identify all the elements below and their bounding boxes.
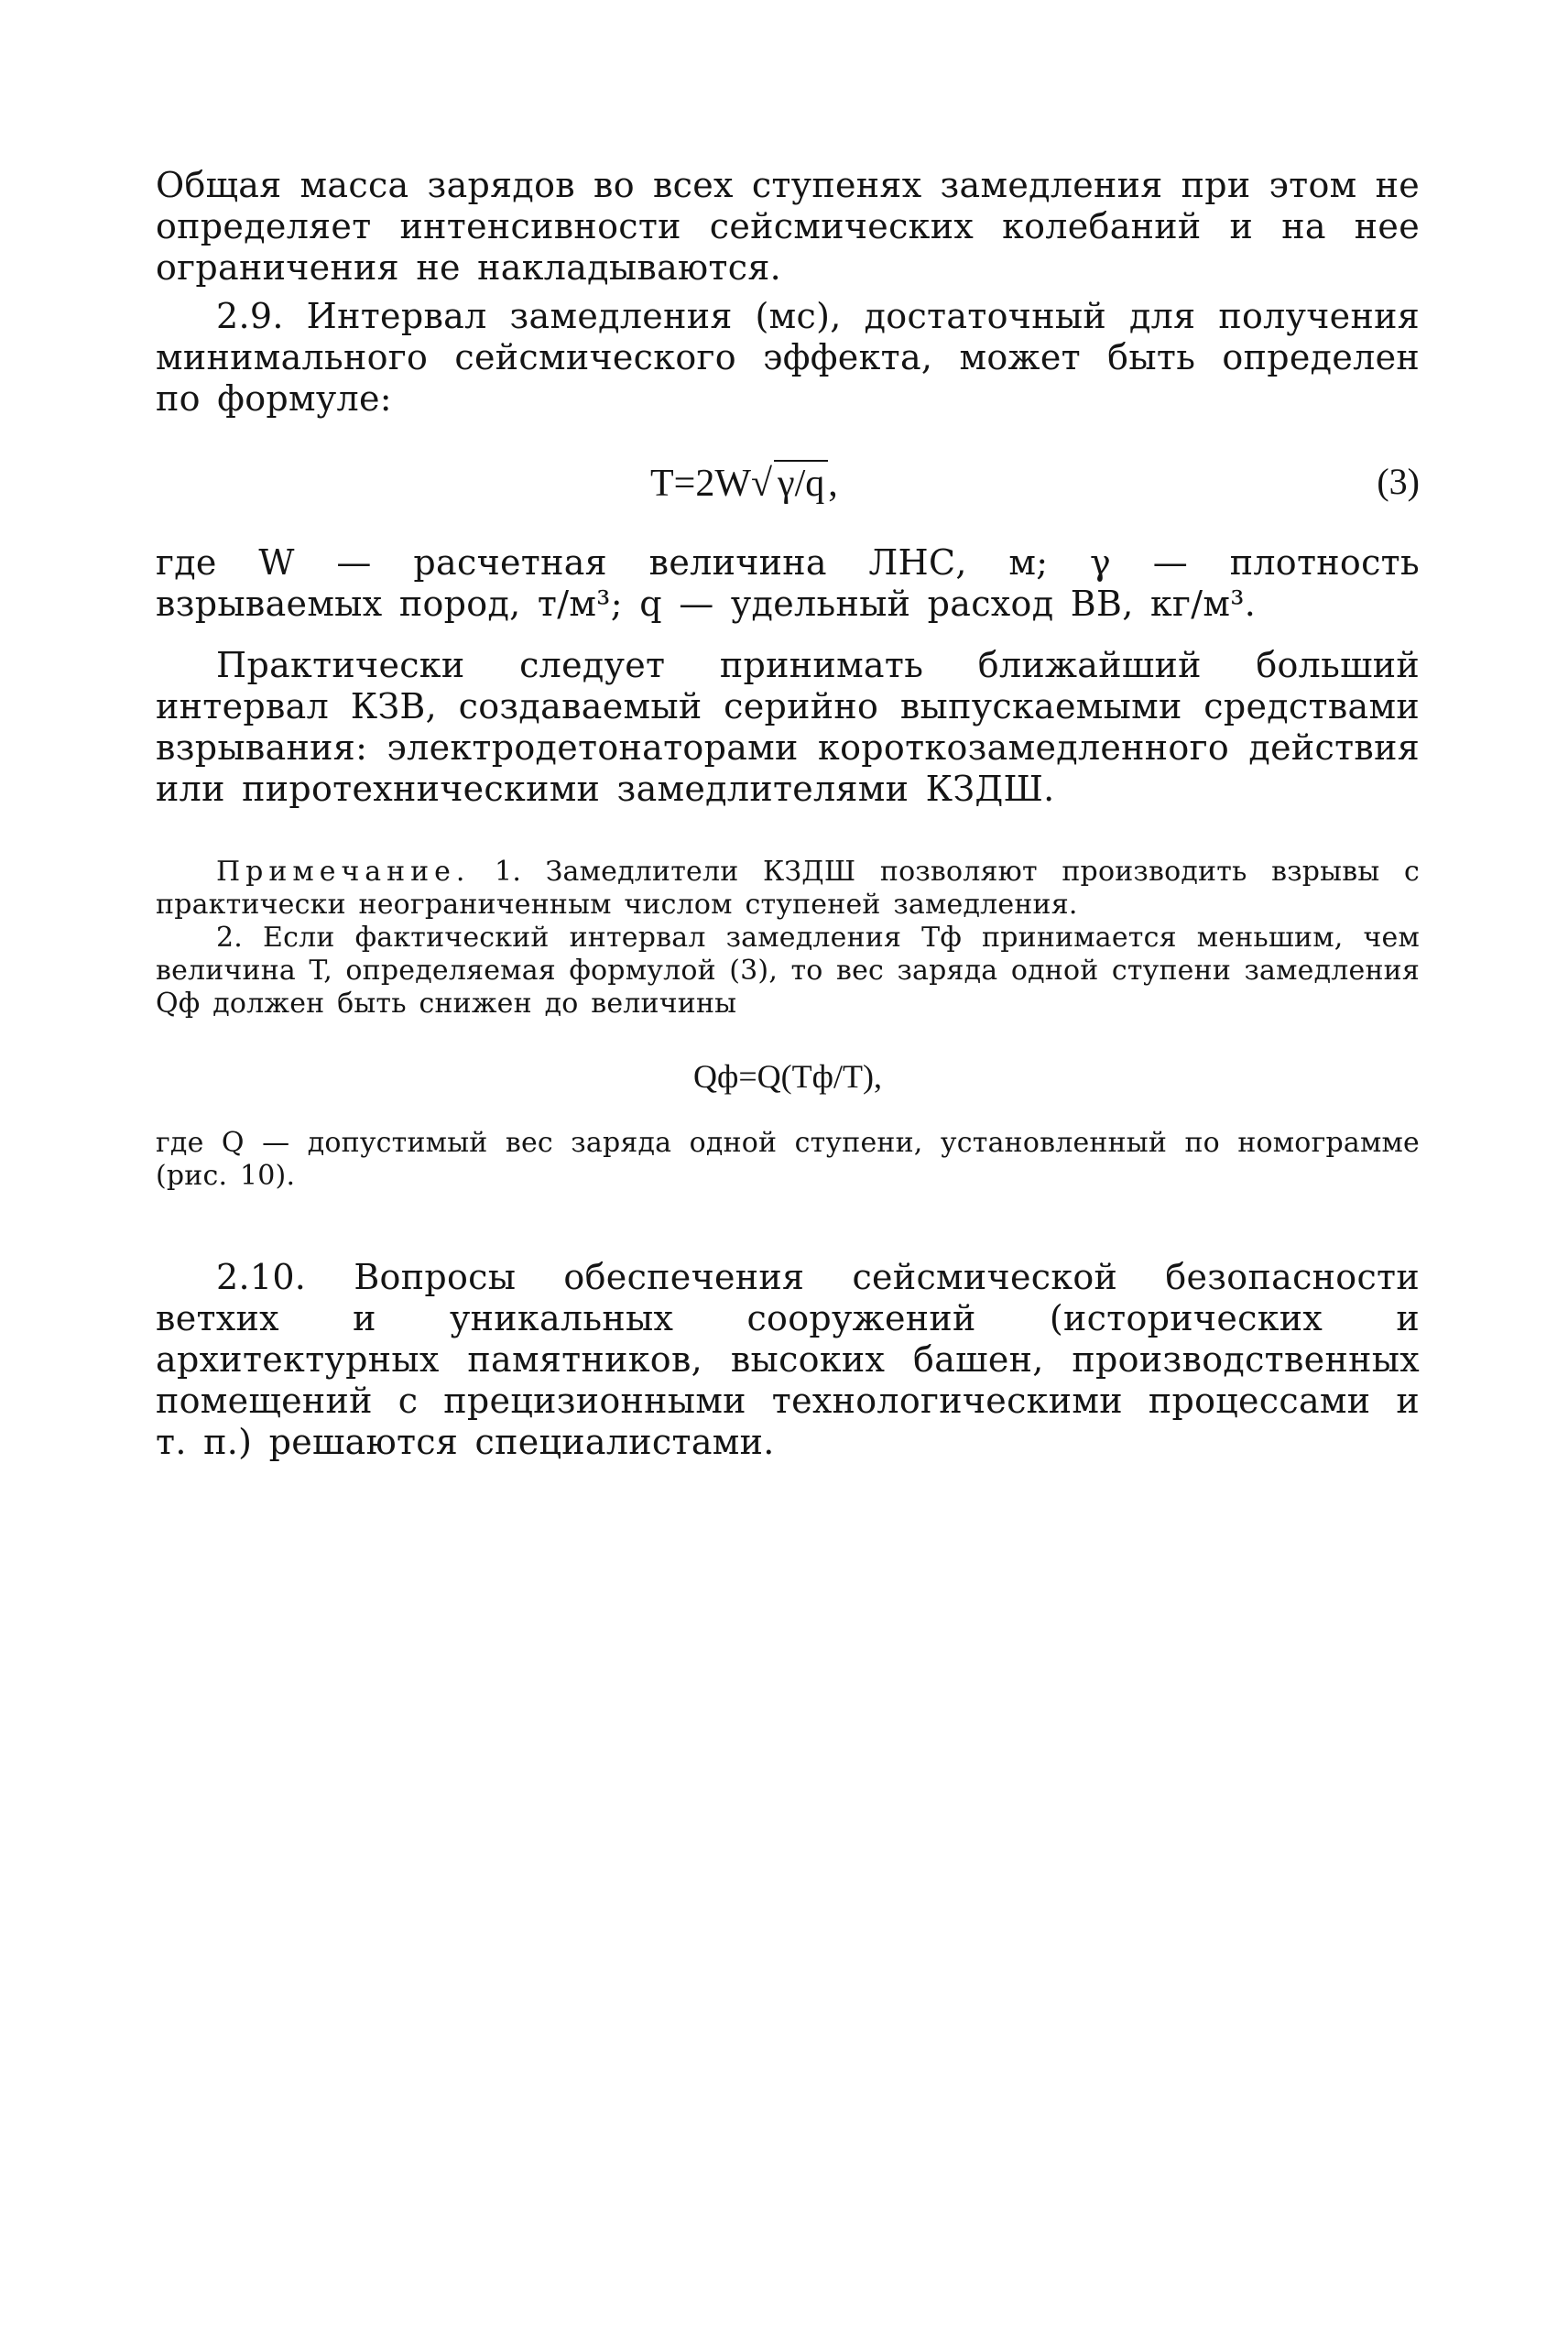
document-page bbox=[156, 165, 1420, 1463]
note-item-2: 2. Если фактический интервал замедления Tф принимается меньшим, чем величина T, определяемая формулой (3), то вес заряда одной ступени замедления Qф должен быть снижен до величины bbox=[156, 922, 1420, 1020]
formula-number: (3) bbox=[1377, 461, 1420, 502]
paragraph-2-10: 2.10. Вопросы обеспечения сейсмической безопасности ветхих и уникальных сооружений (исторических и архитектурных памятников, высоких башен, производственных помещений с прецизионными технологическими процессами и т. п.) решаются специалистами. bbox=[156, 1257, 1420, 1462]
note-block bbox=[156, 856, 1420, 1193]
paragraph-practical-interval: Практически следует принимать ближайший больший интервал КЗВ, создаваемый серийно выпускаемыми средствами взрывания: электродетонаторами короткозамедленного действия или пиротехническими замедлителями КЗДШ. bbox=[156, 645, 1420, 809]
note-formula: Qф=Q(Tф/T), bbox=[693, 1058, 882, 1095]
note-item-1: Примечание. 1. Замедлители КЗДШ позволяют производить взрывы с практически неограниченным числом ступеней замедления. bbox=[156, 856, 1420, 921]
formula-expression: T=2W√ γ/q, bbox=[650, 460, 838, 506]
note-label: Примечание. bbox=[216, 856, 471, 888]
formula-3 bbox=[156, 434, 1420, 535]
paragraph-definitions: где W — расчетная величина ЛНС, м; γ — плотность взрываемых пород, т/м³; q — удельный расход ВВ, кг/м³. bbox=[156, 542, 1420, 624]
paragraph-2-9: 2.9. Интервал замедления (мс), достаточный для получения минимального сейсмического эффекта, может быть определен по формуле: bbox=[156, 296, 1420, 419]
note-item-3: где Q — допустимый вес заряда одной ступени, установленный по номограмме (рис. 10). bbox=[156, 1127, 1420, 1192]
paragraph-mass-charges: Общая масса зарядов во всех ступенях замедления при этом не определяет интенсивности сейсмических колебаний и на нее ограничения не накладываются. bbox=[156, 165, 1420, 288]
formula-sqrt: γ/q bbox=[774, 460, 828, 506]
